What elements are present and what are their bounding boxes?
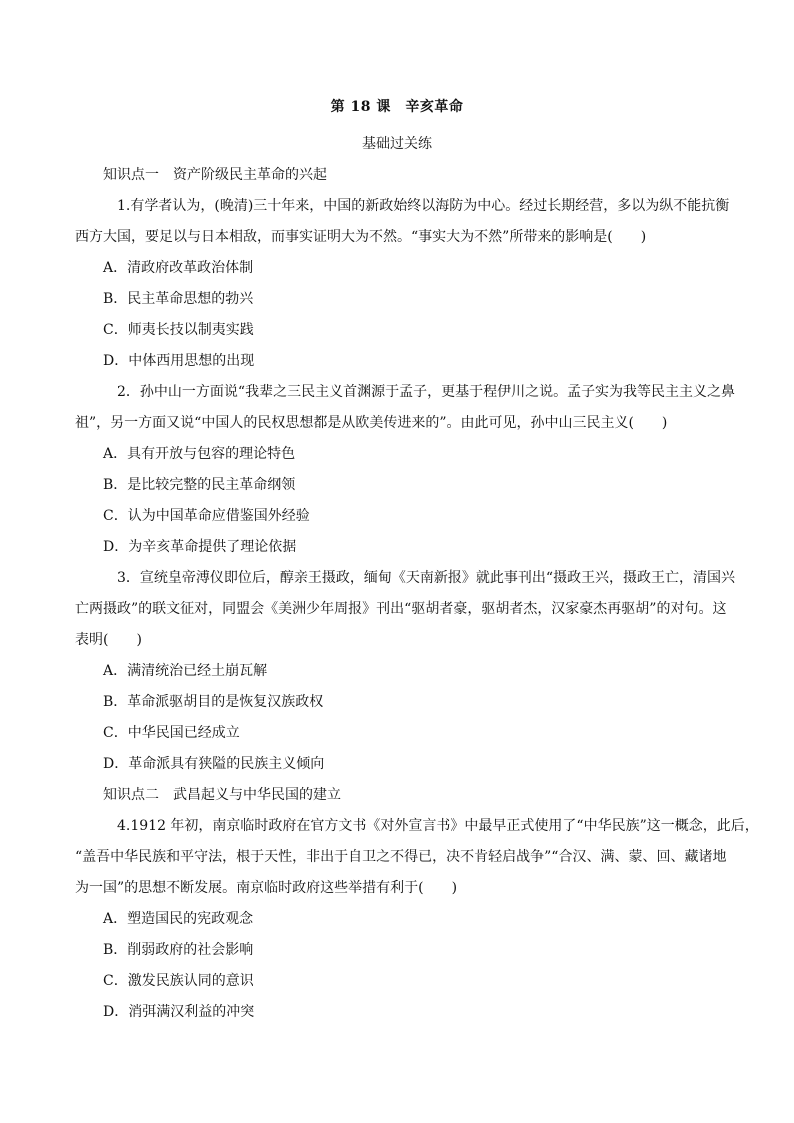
knowledge-point-heading: 知识点一 资产阶级民主革命的兴起 xyxy=(103,167,327,183)
question-text: 表明( ) xyxy=(75,632,142,648)
question-text: 为一国”的思想不断发展。南京临时政府这些举措有利于( ) xyxy=(75,880,458,896)
option-b: B．削弱政府的社会影响 xyxy=(103,942,254,958)
option-b: B．革命派驱胡目的是恢复汉族政权 xyxy=(103,694,324,710)
option-a: A．清政府改革政治体制 xyxy=(103,260,254,276)
option-c: C．师夷长技以制夷实践 xyxy=(103,322,254,338)
question-3 xyxy=(75,563,736,780)
section-subtitle: 基础过关练 xyxy=(362,136,432,152)
question-text: 1.有学者认为，(晚清)三十年来，中国的新政始终以海防为中心。经过长期经营，多以为纵不能抗衡 xyxy=(117,198,730,214)
option-c: C．中华民国已经成立 xyxy=(103,725,240,741)
option-c: C．激发民族认同的意识 xyxy=(103,973,254,989)
option-d: D．革命派具有狭隘的民族主义倾向 xyxy=(103,756,325,772)
question-text: 3．宣统皇帝溥仪即位后，醇亲王摄政，缅甸《天南新报》就此事刊出“摄政王兴，摄政王亡，清国兴 xyxy=(117,570,736,586)
option-d: D．消弭满汉利益的冲突 xyxy=(103,1004,255,1020)
question-text: 祖”，另一方面又说“中国人的民权思想都是从欧美传进来的”。由此可见，孙中山三民主义( ) xyxy=(75,415,668,431)
question-text: 亡两摄政”的联文征对，同盟会《美洲少年周报》刊出“驱胡者豪，驱胡者杰，汉家豪杰再驱胡”的对句。这 xyxy=(75,601,727,617)
option-b: B．民主革命思想的勃兴 xyxy=(103,291,254,307)
question-text: 4.1912 年初，南京临时政府在官方文书《对外宣言书》中最早正式使用了“中华民族”这一概念，此后， xyxy=(117,818,759,834)
option-c: C．认为中国革命应借鉴国外经验 xyxy=(103,508,310,524)
question-2 xyxy=(75,377,736,563)
question-text: “盖吾中华民族和平守法，根于天性，非出于自卫之不得已，决不肯轻启战争”“合汉、满、蒙、回、藏诸地 xyxy=(75,849,727,865)
option-a: A．塑造国民的宪政观念 xyxy=(103,911,254,927)
option-a: A．具有开放与包容的理论特色 xyxy=(103,446,296,462)
lesson-title: 第 18 课 辛亥革命 xyxy=(330,99,464,115)
question-text: 2．孙中山一方面说“我辈之三民主义首渊源于孟子，更基于程伊川之说。孟子实为我等民主主义之鼻 xyxy=(117,384,736,400)
document-body xyxy=(75,160,759,1028)
option-b: B．是比较完整的民主革命纲领 xyxy=(103,477,296,493)
option-a: A．满清统治已经土崩瓦解 xyxy=(103,663,268,679)
question-text: 西方大国，要足以与日本相敌，而事实证明大为不然。“事实大为不然”所带来的影响是( ) xyxy=(75,229,647,245)
question-4 xyxy=(75,811,759,1028)
question-1 xyxy=(75,191,730,377)
knowledge-point-heading: 知识点二 武昌起义与中华民国的建立 xyxy=(103,787,341,803)
option-d: D．中体西用思想的出现 xyxy=(103,353,255,369)
option-d: D．为辛亥革命提供了理论依据 xyxy=(103,539,297,555)
